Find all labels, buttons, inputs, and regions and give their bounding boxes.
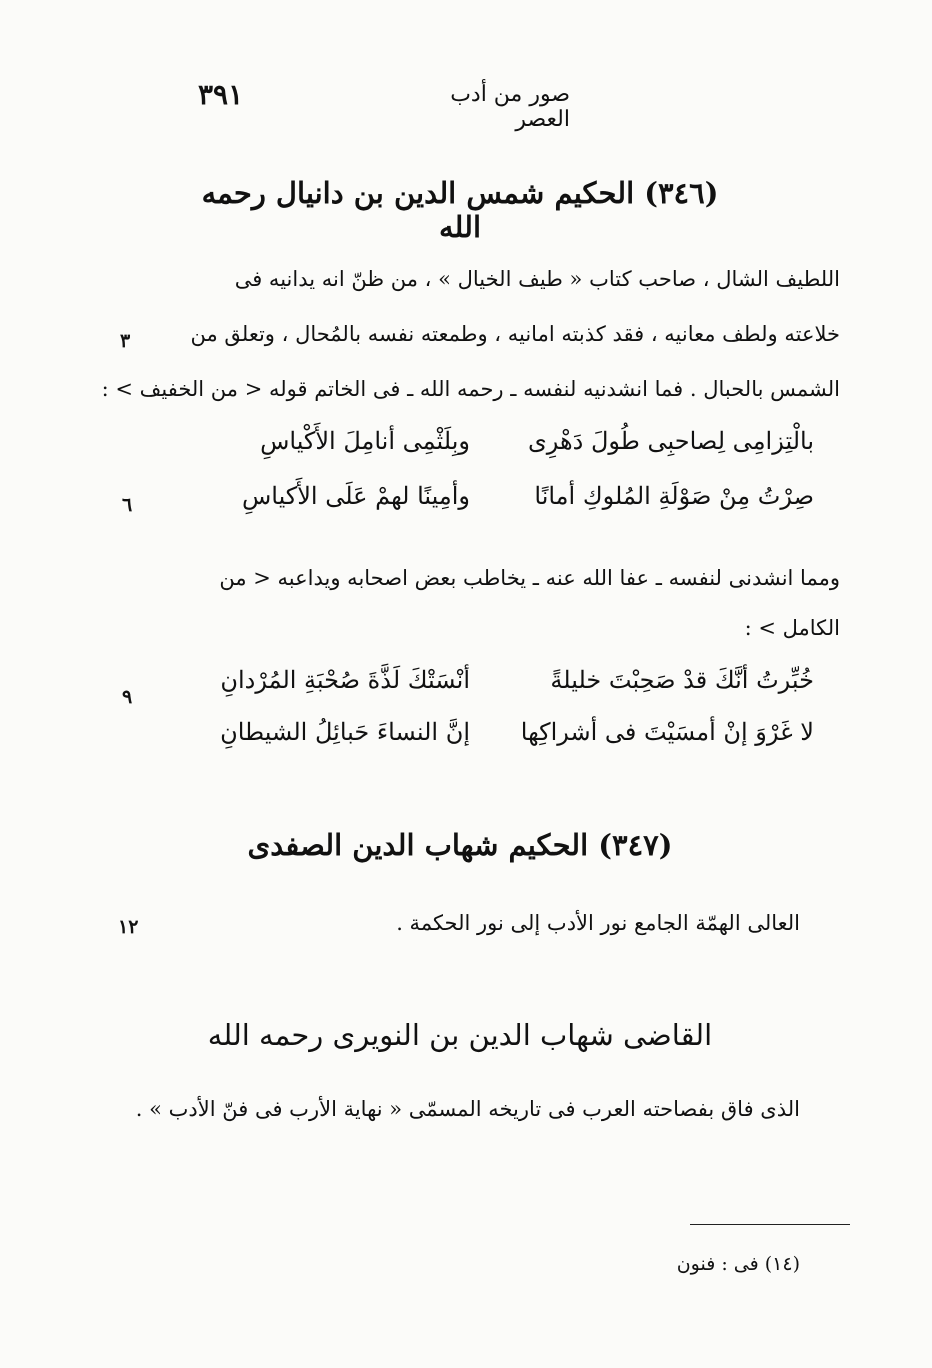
verse-1-hemistich-left: وبِلَثْمِى أنامِلَ الأَكْياسِ (260, 427, 470, 455)
verse-2-hemistich-right: صِرْتُ مِنْ صَوْلَةِ المُلوكِ أمانًا (534, 482, 814, 510)
section-347-heading: (٣٤٧) الحكيم شهاب الدين الصفدى (247, 828, 673, 862)
verse-3-hemistich-right: خُبِّرتُ أنَّكَ قدْ صَحِبْتَ خليلةً (550, 666, 814, 694)
page-header (0, 78, 932, 132)
section-346-prose-line-1: اللطيف الشال ، صاحب كتاب « طيف الخيال » ، من ظنّ انه يدانيه فى (234, 267, 840, 291)
section-346-prose-line-2: خلاعته ولطف معانيه ، فقد كذبته امانيه ، وطمعته نفسه بالمُحال ، وتعلق من (190, 322, 840, 346)
footnote: (١٤) فى : فنون (676, 1253, 800, 1275)
verse-4-hemistich-right: لا غَرْوَ إنْ أمسَيْتَ فى أشراكِها (520, 718, 814, 746)
section-346-prose2-line-2: الكامل > : (744, 616, 840, 640)
page-number: ٣٩١ (198, 78, 244, 111)
section-nuwayri-prose: الذى فاق بفصاحته العرب فى تاريخه المسمّى « نهاية الأرب فى فنّ الأدب » . (135, 1097, 800, 1121)
footnote-divider (690, 1224, 850, 1225)
margin-line-number: ١٢ (118, 916, 139, 938)
verse-3-hemistich-left: أنْسَتْكَ لَذَّةَ صُحْبَةِ المُرْدانِ (220, 666, 470, 694)
section-346-heading: (٣٤٦) الحكيم شمس الدين بن دانيال رحمه الله (201, 176, 719, 244)
margin-line-number: ٦ (122, 494, 133, 516)
running-title: صور من أدب العصر (450, 82, 570, 132)
verse-4-hemistich-left: إنَّ النساءَ حَبائِلُ الشيطانِ (220, 718, 470, 746)
margin-line-number: ٣ (120, 330, 131, 352)
section-346-prose-line-3: الشمس بالحبال . فما انشدنيه لنفسه ـ رحمه الله ـ فى الخاتم قوله < من الخفيف > : (101, 377, 840, 401)
verse-2-hemistich-left: وأمِينًا لهمْ عَلَى الأَكياسِ (241, 482, 470, 510)
section-nuwayri-heading: القاضى شهاب الدين بن النويرى رحمه الله (207, 1018, 713, 1052)
section-346-prose2-line-1: ومما انشدنى لنفسه ـ عفا الله عنه ـ يخاطب بعض اصحابه ويداعبه < من (219, 566, 840, 590)
section-347-prose: العالى الهمّة الجامع نور الأدب إلى نور الحكمة . (396, 911, 800, 935)
verse-1-hemistich-right: بالْتِزامِى لِصاحبِى طُولَ دَهْرِى (527, 427, 814, 455)
margin-line-number: ٩ (122, 686, 133, 708)
